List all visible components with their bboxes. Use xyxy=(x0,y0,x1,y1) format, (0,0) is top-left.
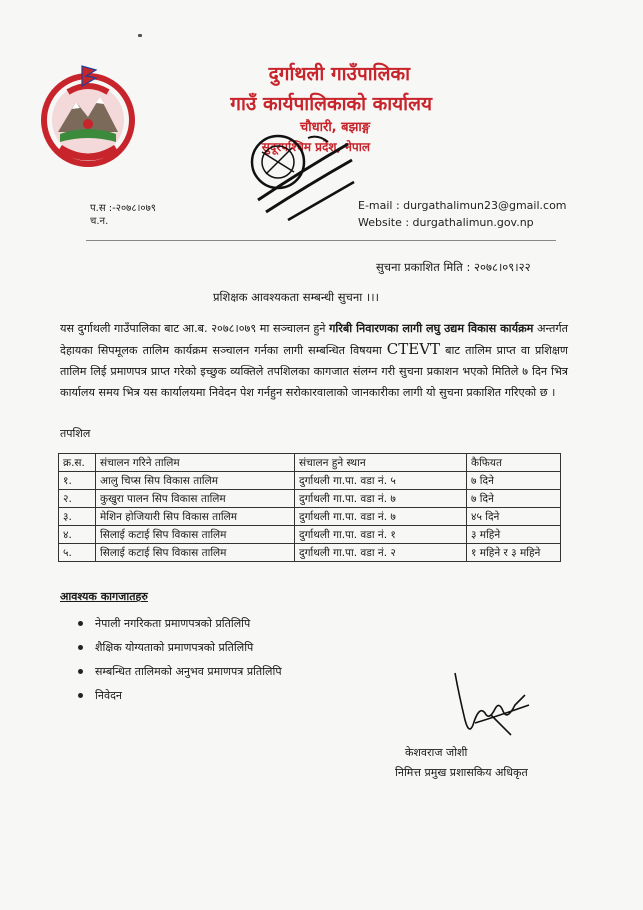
cell-serial: २. xyxy=(59,490,96,508)
notice-subject: प्रशिक्षक आवश्यकता सम्बन्धी सुचना ।।। xyxy=(213,290,379,304)
table-row xyxy=(59,472,561,490)
body-text-1: यस दुर्गाथली गाउँपालिका बाट आ.ब. २०७८।०७९ मा सञ्चालन हुने xyxy=(60,322,330,335)
list-item xyxy=(78,683,282,707)
reference-number: प.स :-२०७८।०७९ xyxy=(90,203,156,214)
cell-remarks: ३ महिने xyxy=(467,526,561,544)
government-emblem-icon xyxy=(38,62,138,172)
signature-icon xyxy=(445,665,535,745)
cell-location: दुर्गाथली गा.पा. वडा नं. १ xyxy=(295,526,467,544)
cell-serial: ५. xyxy=(59,544,96,562)
cell-remarks: ४५ दिने xyxy=(467,508,561,526)
office-name: गाउँ कार्यपालिकाको कार्यालय xyxy=(230,93,432,115)
col-remarks: कैफियत xyxy=(467,454,561,472)
document-item-text: निवेदन xyxy=(95,688,123,702)
program-name: गरिबी निवारणका लागी लघु उद्यम विकास कार्यक्रम xyxy=(329,322,534,335)
document-item-text: सम्बन्धित तालिमको अनुभव प्रमाणपत्र प्रतिलिपि xyxy=(95,664,282,678)
cell-training: आलु चिप्स सिप विकास तालिम xyxy=(96,472,295,490)
office-address: चौधारी, बझाङ्ग xyxy=(300,120,370,135)
body-text-3: बाट तालिम प्राप्त वा प्रशिक्षण तालिम लिई प्रमाणपत्र प्राप्त गरेको इच्छुक व्यक्तिले तपशिलका कागजात संलग्न गरी सुचना प्रकाशन भएको मितिले ७ दिन भित्र कार्यालय समय भित्र यस कार्यालयमा निवेदन पेश गर्नहुन सरोकारवालाको जानकारीका लागी यो सुचना प्रकाशित गरिएको छ । xyxy=(60,344,568,399)
dispatch-number: च.न. xyxy=(90,216,109,227)
cell-serial: ४. xyxy=(59,526,96,544)
table-row xyxy=(59,544,561,562)
schedule-label: तपशिल xyxy=(60,427,91,440)
contact-block xyxy=(358,197,567,231)
cell-serial: ३. xyxy=(59,508,96,526)
table-row xyxy=(59,508,561,526)
cell-remarks: १ महिने र ३ महिने xyxy=(467,544,561,562)
table-header-row xyxy=(59,454,561,472)
cell-training: मेशिन होजियारी सिप विकास तालिम xyxy=(96,508,295,526)
notice-body xyxy=(60,318,568,403)
col-serial: क्र.स. xyxy=(59,454,96,472)
bullet-icon xyxy=(78,669,83,674)
ctevt-text: CTEVT xyxy=(386,340,441,358)
list-item xyxy=(78,611,282,635)
province-country: सुदूरपश्चिम प्रदेश, नेपाल xyxy=(261,140,370,154)
col-training: संचालन गरिने तालिम xyxy=(96,454,295,472)
cell-serial: १. xyxy=(59,472,96,490)
documents-heading: आवश्यक कागजातहरु xyxy=(60,590,148,603)
cell-location: दुर्गाथली गा.पा. वडा नं. ५ xyxy=(295,472,467,490)
scan-speck xyxy=(138,34,142,37)
signatory-title: निमित्त प्रमुख प्रशासकिय अधिकृत xyxy=(395,766,528,779)
cell-training: सिलाई कटाई सिप विकास तालिम xyxy=(96,526,295,544)
cell-location: दुर्गाथली गा.पा. वडा नं. २ xyxy=(295,544,467,562)
header-divider xyxy=(86,240,556,241)
notice-date: सुचना प्रकाशित मिति : २०७८।०९।२२ xyxy=(376,260,531,274)
website-text: Website : durgathalimun.gov.np xyxy=(358,216,534,229)
list-item xyxy=(78,659,282,683)
table-row xyxy=(59,490,561,508)
signatory-name: केशवराज जोशी xyxy=(405,746,468,759)
cell-training: कुखुरा पालन सिप विकास तालिम xyxy=(96,490,295,508)
col-location: संचालन हुने स्थान xyxy=(295,454,467,472)
bullet-icon xyxy=(78,693,83,698)
documents-list xyxy=(78,611,282,707)
table-row xyxy=(59,526,561,544)
bullet-icon xyxy=(78,645,83,650)
municipality-name: दुर्गाथली गाउँपालिका xyxy=(268,63,410,85)
body-text-2: अन्तर्गत देहायका सिपमूलक तालिम कार्यक्रम सञ्चालन गर्नका लागी सम्बन्धित विषयमा xyxy=(60,322,569,357)
cell-location: दुर्गाथली गा.पा. वडा नं. ७ xyxy=(295,490,467,508)
bullet-icon xyxy=(78,621,83,626)
email-text: E-mail : durgathalimun23@gmail.com xyxy=(358,199,567,212)
cell-location: दुर्गाथली गा.पा. वडा नं. ७ xyxy=(295,508,467,526)
document-item-text: नेपाली नगरिकता प्रमाणपत्रको प्रतिलिपि xyxy=(95,616,251,630)
list-item xyxy=(78,635,282,659)
document-item-text: शैक्षिक योग्यताको प्रमाणपत्रको प्रतिलिपि xyxy=(95,640,254,654)
training-table xyxy=(58,453,561,562)
cell-remarks: ७ दिने xyxy=(467,490,561,508)
cell-remarks: ७ दिने xyxy=(467,472,561,490)
cell-training: सिलाई कटाई सिप विकास तालिम xyxy=(96,544,295,562)
office-stamp-icon xyxy=(248,130,358,225)
